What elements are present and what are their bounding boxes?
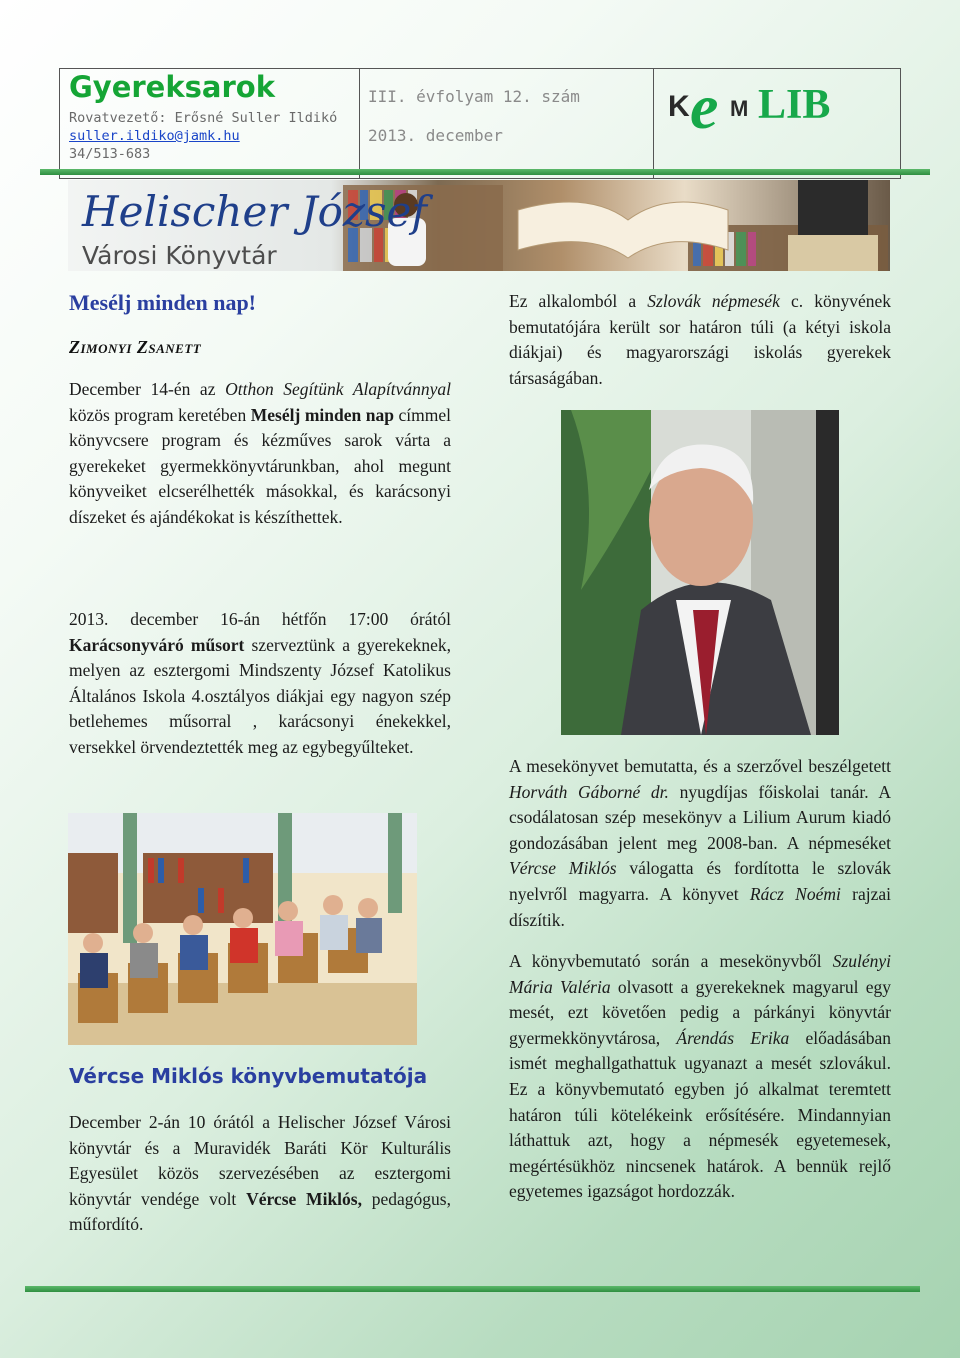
bold-text: Vércse Miklós,	[246, 1188, 362, 1209]
volume-label: III. évfolyam 12. szám	[368, 87, 580, 106]
header-divider	[653, 69, 654, 178]
text-run: válogatta és fordította le szlovák nyelvről magyarra. A könyvet	[509, 858, 891, 904]
svg-text:e: e	[690, 76, 719, 136]
editor-line: Rovatvezető: Erősné Suller Ildikó	[69, 110, 338, 126]
footer-rule	[25, 1286, 920, 1292]
text-run: Ez alkalomból a	[509, 291, 648, 311]
kemlib-logo	[666, 76, 886, 136]
svg-text:M: M	[730, 96, 749, 121]
text-run: 2013. december 16-án hétfőn 17:00 órától	[69, 609, 451, 629]
article-paragraph	[69, 1110, 451, 1238]
svg-text:K: K	[668, 90, 690, 123]
text-run: nyugdíjas főiskolai tanár. A csodálatosan szép mesekönyv a Lilium Aurum kiadó gondozásában jelent meg 2008-ban. A népmeséket	[509, 781, 891, 853]
section-title: Gyereksarok	[69, 70, 275, 104]
article-paragraph	[69, 377, 451, 531]
header-divider	[359, 69, 360, 178]
text-run: közös program keretében	[69, 404, 251, 425]
text-run: olvasott a gyerekeknek magyarul egy mesét, ezt követően pedig a párkányi könyvtár gyermekkönyvtárosa,	[509, 976, 891, 1048]
article-paragraph	[509, 754, 891, 933]
text-run: c. könyvének bemutatójára került sor határon túli (a kétyi iskola diákjai) és magyarországi iskolás gyerekek társaságában.	[509, 291, 891, 388]
article-paragraph	[69, 607, 451, 761]
text-run: rajzai díszítik.	[509, 883, 891, 930]
italic-text: Horváth Gáborné dr.	[509, 781, 669, 802]
article-paragraph	[509, 949, 891, 1205]
bold-text: Karácsonyváró műsort	[69, 634, 245, 655]
text-run: December 14-én az	[69, 379, 226, 399]
italic-text: Vércse Miklós	[509, 858, 617, 879]
italic-text: Rácz Noémi	[749, 883, 841, 904]
article-heading: Vércse Miklós könyvbemutatója	[69, 1064, 428, 1088]
italic-text: Szlovák népmesék	[647, 291, 780, 311]
text-run: címmel könyvcsere program és kézműves sarok várta a gyerekeket gyermekkönyvtárunkban, ahol megunt könyveiket elcserélhették másokkal, és karácsonyi díszeket és ajándékokat is készíthettek.	[69, 404, 452, 527]
svg-text:LIB: LIB	[758, 82, 831, 128]
article-paragraph	[509, 289, 891, 391]
author-portrait-photo	[561, 410, 839, 735]
text-run: pedagógus, műfordító.	[69, 1188, 451, 1235]
italic-text: Otthon Segítünk Alapítvánnyal	[225, 379, 451, 399]
italic-text: Árendás Erika	[676, 1027, 790, 1048]
children-event-photo	[68, 813, 417, 1045]
text-run: December 2-án 10 órától a Helischer József Városi könyvtár és a Muravidék Baráti Kör Kulturális Egyesület közös szervezésében az esztergomi könyvtár vendége volt	[69, 1112, 451, 1209]
article-author: Zimonyi Zsanett	[69, 337, 202, 357]
article-heading: Mesélj minden nap!	[69, 290, 256, 315]
bold-text: Mesélj minden nap	[250, 404, 394, 425]
phone-number: 34/513-683	[69, 146, 151, 162]
text-run: A könyvbemutató során a mesekönyvből	[509, 951, 833, 971]
text-run: előadásában ismét meghallgathattuk ugyanazt a mesét szlovákul. Ez a könyvbemutató egyben jó alkalmat teremtett határon túli kötelékeink erősítésére. Mindannyian láthattuk azt, hogy a népmesék egyetemesek, megértésükhöz nincsenek határok. A bennük rejlő egyetemes igazságot hordozzák.	[509, 1027, 892, 1202]
issue-date: 2013. december	[368, 126, 503, 145]
text-run: szerveztünk a gyerekeknek, melyen az esztergomi Mindszenty József Katolikus Általános Iskola 4.osztályos diákjai egy nagyon szép betlehemes műsorral , karácsonyi énekekkel, versekkel örvendeztették meg az egybegyűlteket.	[69, 634, 451, 757]
header-rule	[40, 169, 930, 175]
email-link[interactable]: suller.ildiko@jamk.hu	[69, 128, 240, 144]
library-script-name: Helischer József	[82, 187, 427, 236]
library-banner	[68, 180, 890, 271]
text-run: A mesekönyvet bemutatta, és a szerzővel beszélgetett	[509, 756, 891, 776]
italic-text: Szulényi Mária Valéria	[509, 951, 891, 997]
library-name: Városi Könyvtár	[82, 241, 277, 270]
